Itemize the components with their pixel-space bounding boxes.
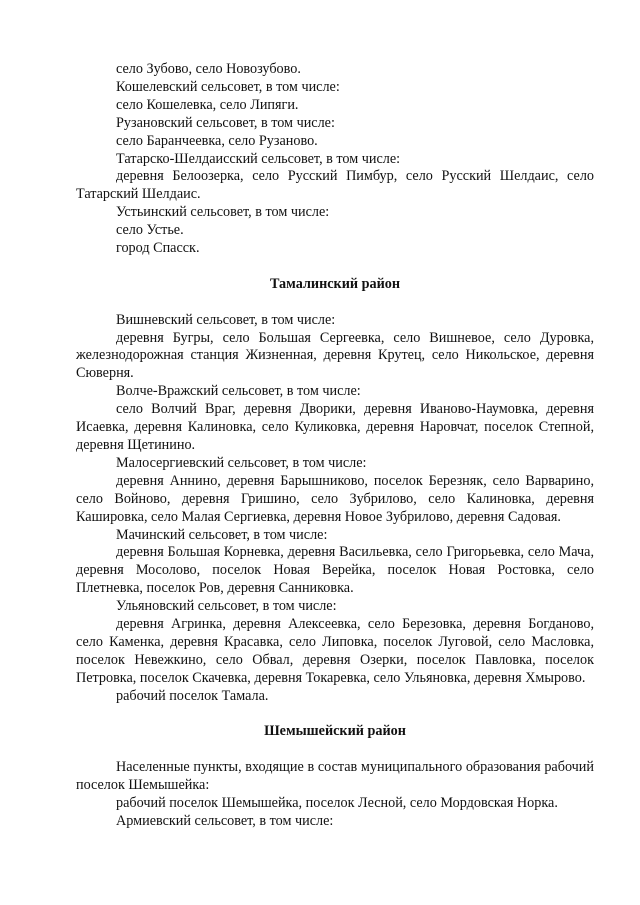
- paragraph: Рузановский сельсовет, в том числе:: [116, 114, 335, 131]
- paragraph: Устьинский сельсовет, в том числе:: [116, 204, 330, 221]
- paragraph: Ульяновский сельсовет, в том числе:: [116, 598, 337, 615]
- paragraph: село Волчий Враг, деревня Дворики, деревня Иваново-Наумовка, деревня Исаевка, деревня Калиновка, село Куликовка, деревня Наровчат, поселок Степной, деревня Щетинино.: [76, 401, 594, 453]
- paragraph: Вишневский сельсовет, в том числе:: [116, 311, 336, 328]
- section-heading: Тамалинский район: [269, 275, 401, 292]
- paragraph: Мачинский сельсовет, в том числе:: [116, 526, 328, 543]
- paragraph: село Зубово, село Новозубово.: [116, 61, 301, 77]
- paragraph: село Баранчеевка, село Рузаново.: [116, 132, 318, 149]
- section-tamala: [76, 276, 594, 706]
- section-heading: Шемышейский район: [264, 723, 406, 740]
- paragraph: деревня Аннино, деревня Барышниково, поселок Березняк, село Варварино, село Войново, деревня Гришино, село Зубрилово, село Калиновка, деревня Кашировка, село Малая Сергиевка, деревня Новое Зубрилово, деревня Садовая.: [76, 472, 594, 525]
- spacer: [76, 258, 594, 276]
- spacer: [76, 706, 594, 724]
- paragraph: деревня Белоозерка, село Русский Пимбур, село Русский Шелдаис, село Татарский Шелдаис.: [76, 168, 594, 203]
- spacer: [76, 741, 594, 759]
- section-spassk-continued: [76, 61, 594, 258]
- paragraph: город Спасск.: [116, 240, 200, 257]
- paragraph: рабочий поселок Шемышейка, поселок Лесной, село Мордовская Норка.: [116, 795, 558, 812]
- paragraph: Населенные пункты, входящие в состав муниципального образования рабочий поселок Шемышейка:: [76, 759, 594, 794]
- paragraph: рабочий поселок Тамала.: [116, 687, 269, 704]
- paragraph: Татарско-Шелдаисский сельсовет, в том числе:: [116, 150, 401, 167]
- document-page: [76, 61, 594, 831]
- paragraph: село Кошелевка, село Липяги.: [116, 96, 299, 113]
- paragraph: деревня Большая Корневка, деревня Васильевка, село Григорьевка, село Мача, деревня Мосолово, поселок Новая Верейка, поселок Новая Ростовка, село Плетневка, поселок Ров, деревня Санниковка.: [76, 544, 594, 597]
- spacer: [76, 294, 594, 312]
- paragraph: деревня Бугры, село Большая Сергеевка, село Вишневое, село Дуровка, железнодорожная станция Жизненная, деревня Крутец, село Никольское, деревня Сюверня.: [76, 329, 594, 382]
- section-shemysheyka: [76, 723, 594, 830]
- paragraph: Армиевский сельсовет, в том числе:: [116, 813, 334, 829]
- paragraph: Малосергиевский сельсовет, в том числе:: [116, 454, 367, 471]
- paragraph: село Устье.: [116, 222, 184, 239]
- paragraph: Кошелевский сельсовет, в том числе:: [116, 78, 340, 95]
- paragraph: деревня Агринка, деревня Алексеевка, село Березовка, деревня Богданово, село Каменка, деревня Красавка, село Липовка, поселок Луговой, село Масловка, поселок Невежкино, село Обвал, деревня Озерки, поселок Павловка, поселок Петровка, поселок Скачевка, деревня Токаревка, село Ульяновка, деревня Хмырово.: [76, 616, 594, 686]
- paragraph: Волче-Вражский сельсовет, в том числе:: [116, 383, 361, 400]
